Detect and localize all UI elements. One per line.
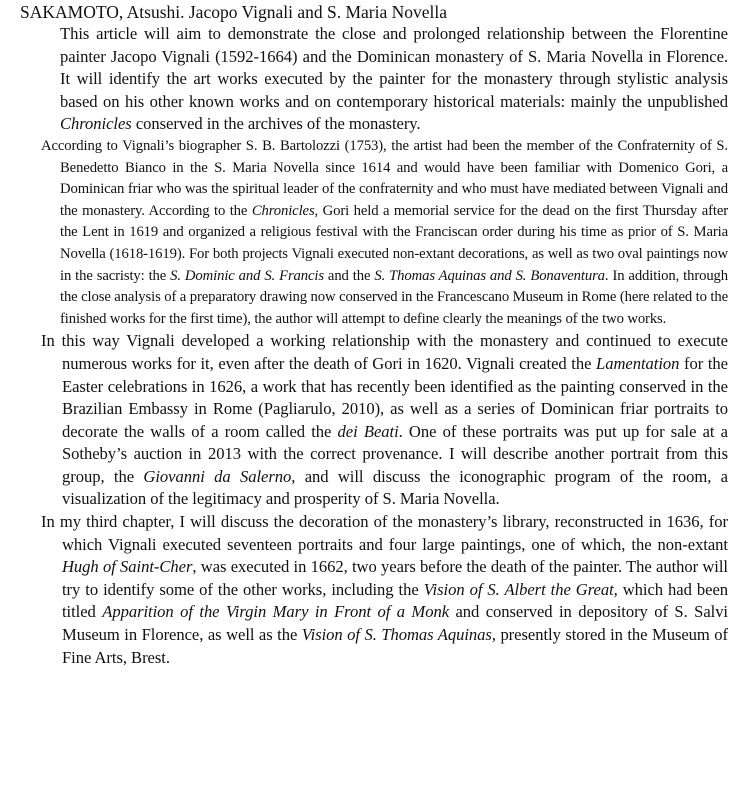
text-segment: This article will aim to demonstrate the close and prolonged relationship between the Florentine painter Jacopo Vignali (1592-1664) and the Dominican monastery of S. Maria Novella in Florence. It will identify the art works executed by the painter for the monastery through stylistic analysis based on his other known works and on contemporary historical materials: mainly the unpublished (60, 24, 728, 111)
text-segment-italic: Chronicles (60, 114, 132, 134)
text-segment-italic: dei Beati (337, 421, 399, 441)
text-segment: conserved in the archives of the monastery. (131, 114, 421, 134)
text-segment-italic: Vision of S. Thomas Aquinas, (301, 625, 496, 645)
text-segment: . One of these portraits was put up for sale at a Sotheby’s auction in 2013 with the correct provenance. I will describe another portrait from this group, the (62, 421, 728, 486)
paragraph-library (41, 511, 728, 669)
text-segment-italic: Vision of S. Albert the Great, (423, 579, 618, 599)
text-segment: . In addition, through the close analysis of a preparatory drawing now conserved in the Francescano Museum in Rome (here related to the finished works for the first time), the author will attempt to define clearly the meanings of the two works. (60, 267, 728, 327)
text-segment-italic: Hugh of Saint-Cher (62, 557, 193, 577)
text-segment-italic: S. Dominic and S. Francis (170, 267, 324, 284)
text-segment: In this way Vignali developed a working relationship with the monastery and continued to execute numerous works for it, even after the death of Gori in 1620. Vignali created the (41, 331, 728, 373)
paragraph-abstract (60, 23, 728, 136)
text-segment-italic: Lamentation (596, 353, 680, 373)
text-segment: for the Easter celebrations in 1626, a work that has recently been identified as the painting conserved in the Brazilian Embassy in Rome (Pagliarulo, 2010), as well as a series of Dominican friar portraits to decorate the walls of a room called the (62, 353, 728, 441)
text-segment: and the (323, 267, 375, 284)
text-segment-italic: Giovanni da Salerno, (143, 466, 296, 486)
text-segment: , was executed in 1662, two years before the death of the painter. The author will try to identify some of the other works, including the (62, 557, 728, 599)
text-segment: presently stored in the Museum of Fine Arts, Brest. (62, 625, 729, 667)
paragraph-confraternity (41, 136, 728, 330)
article-heading: SAKAMOTO, Atsushi. Jacopo Vignali and S. Maria Novella (20, 2, 448, 22)
text-segment: In my third chapter, I will discuss the decoration of the monastery’s library, reconstructed in 1636, for which Vignali executed seventeen portraits and four large paintings, one of which, the non-extant (41, 512, 728, 554)
document-page (20, 0, 728, 669)
text-segment-italic: S. Thomas Aquinas and S. Bonaventura (374, 267, 605, 284)
text-segment: and conserved in depository of S. Salvi Museum in Florence, as well as the (62, 602, 728, 645)
text-segment: and will discuss the iconographic program of the room, a visualization of the legitimacy and prosperity of S. Maria Novella. (62, 466, 728, 509)
paragraph-working-relationship (41, 330, 728, 511)
text-segment-italic: Apparition of the Virgin Mary in Front of a Monk (102, 602, 450, 622)
text-segment-italic: Chronicles (251, 202, 315, 219)
text-segment: which had been titled (62, 579, 729, 622)
text-segment: , Gori held a memorial service for the dead on the first Thursday after the Lent in 1619 and organized a religious festival with the Franciscan order during his time as prior of S. Maria Novella (1618-1619). For both projects Vignali executed non-extant decorations, as well as two oval paintings now in the sacristy: the (60, 202, 728, 284)
text-segment: According to Vignali’s biographer S. B. Bartolozzi (1753), the artist had been the member of the Confraternity of S. Benedetto Bianco in the S. Maria Novella since 1614 and would have been familiar with Domenico Gori, a Dominican friar who was the spiritual leader of the confraternity and who must have mediated between Vignali and the monastery. According to the (41, 137, 728, 219)
